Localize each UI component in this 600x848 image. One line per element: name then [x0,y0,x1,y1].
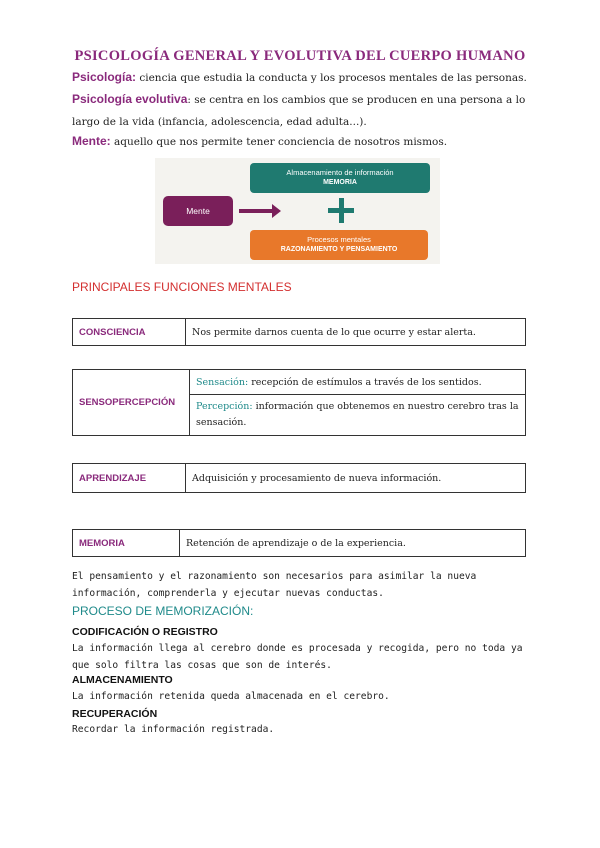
table-sensopercepcion [72,369,526,436]
definition-psicologia-evolutiva [72,88,532,133]
table-aprendizaje [72,463,526,493]
functions-heading: PRINCIPALES FUNCIONES MENTALES [72,280,292,294]
pensamiento-paragraph: El pensamiento y el razonamiento son necesarios para asimilar la nueva información, comprenderla y ejecutar nuevas conductas. [72,571,477,599]
almacenamiento-paragraph: La información retenida queda almacenada en el cerebro. [72,691,390,702]
diagram-memoria-subtitle: Almacenamiento de información [286,168,394,177]
sensopercepcion-key: SENSOPERCEPCIÓN [73,370,190,436]
memoria-value: Retención de aprendizaje o de la experiencia. [180,530,526,557]
plus-icon-vertical [339,198,344,223]
right-arrow-icon [239,209,273,213]
aprendizaje-key: APRENDIZAJE [73,464,186,493]
codificacion-heading: CODIFICACIÓN O REGISTRO [72,626,218,638]
diagram-memoria-box [250,163,430,193]
term-psicologia: Psicología: [72,70,137,84]
codificacion-paragraph: La información llega al cerebro donde es procesada y recogida, pero no toda ya que solo filtra las cosas que son de interés. [72,643,523,671]
memoria-key: MEMORIA [73,530,180,557]
definition-evolutiva-text: : se centra en los cambios que se producen en una persona a lo largo de la vida (infancia, adolescencia, edad adulta...). [72,94,526,128]
recuperacion-paragraph: Recordar la información registrada. [72,724,275,735]
almacenamiento-heading: ALMACENAMIENTO [72,674,173,686]
consciencia-value: Nos permite darnos cuenta de lo que ocurre y estar alerta. [186,319,526,346]
definition-mente-text: aquello que nos permite tener conciencia de nosotros mismos. [110,136,448,148]
diagram-razonamiento-box [250,230,428,260]
diagram-memoria-title: MEMORIA [323,179,357,186]
table-memoria [72,529,526,557]
sensacion-text: recepción de estímulos a través de los sentidos. [248,376,482,388]
aprendizaje-value: Adquisición y procesamiento de nueva información. [186,464,526,493]
term-psicologia-evolutiva: Psicología evolutiva [72,92,188,106]
table-consciencia [72,318,526,346]
definition-mente [72,130,532,153]
definition-psicologia-text: ciencia que estudia la conducta y los procesos mentales de las personas. [136,72,527,84]
diagram-razonamiento-subtitle: Procesos mentales [307,235,371,244]
term-mente: Mente: [72,134,111,148]
mind-diagram [155,158,440,264]
percepcion-text: información que obtenemos en nuestro cerebro tras la sensación. [196,401,519,428]
page-title: PSICOLOGÍA GENERAL Y EVOLUTIVA DEL CUERPO HUMANO [74,48,526,64]
percepcion-cell [190,395,526,436]
consciencia-key: CONSCIENCIA [73,319,186,346]
sensacion-cell [190,370,526,395]
percepcion-label: Percepción: [196,401,253,412]
diagram-mente-box: Mente [163,196,233,226]
sensacion-label: Sensación: [196,376,249,388]
proceso-heading: PROCESO DE MEMORIZACIÓN: [72,604,254,618]
recuperacion-heading: RECUPERACIÓN [72,708,158,720]
diagram-razonamiento-title: RAZONAMIENTO Y PENSAMIENTO [280,246,398,253]
definition-psicologia [72,66,532,89]
